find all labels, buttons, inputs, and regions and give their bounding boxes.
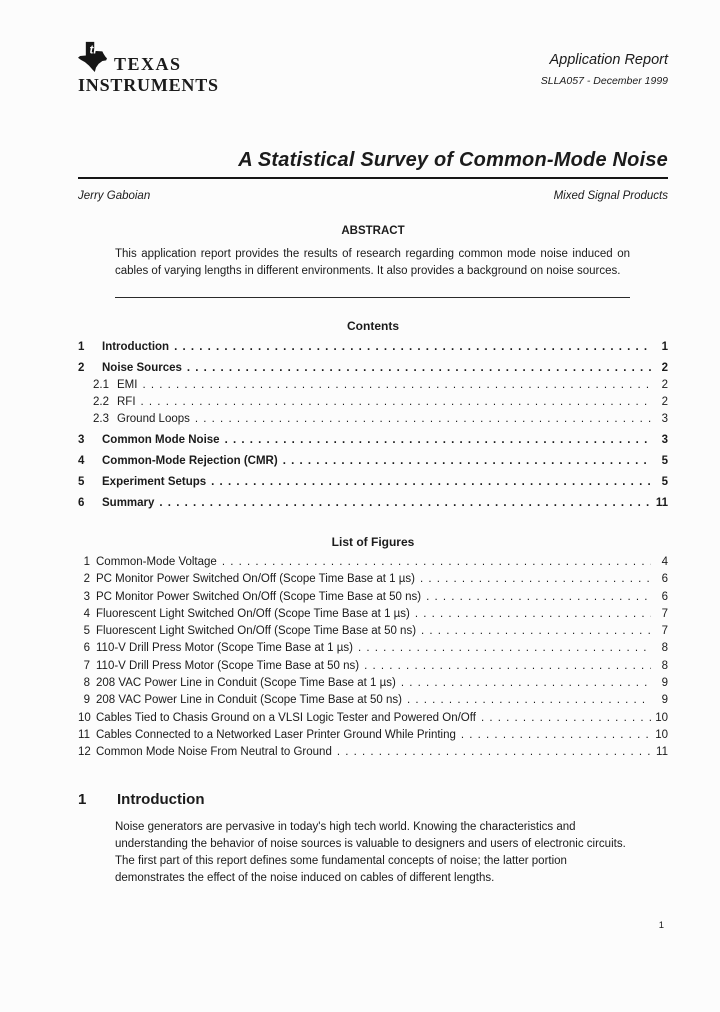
figure-label: 208 VAC Power Line in Conduit (Scope Time Base at 50 ns) [96,694,402,707]
figure-number: 4 [83,607,90,620]
report-id: SLLA057 - December 1999 [540,75,668,87]
figure-page: 10 [655,711,668,724]
dot-leader [415,608,651,620]
dot-leader [421,625,651,637]
toc-entry-page: 3 [661,413,668,425]
figure-page: 9 [661,677,668,690]
figure-number: 6 [83,642,90,655]
ti-logo [78,40,219,94]
toc-entry-number: 2 [78,362,85,374]
toc-entry-label: RFI [117,396,136,408]
toc-entry-page: 2 [661,379,668,391]
page-number: 1 [658,920,664,931]
figure-page: 4 [661,556,668,568]
texas-map-ti-icon [78,40,107,75]
figure-number: 9 [83,694,90,707]
toc-entry [78,476,668,493]
toc-entry [78,497,668,514]
dot-leader [481,712,651,724]
dot-leader [420,573,651,585]
figure-entry [78,625,668,642]
toc-entry-page: 3 [661,434,668,446]
figure-page: 9 [661,694,668,707]
figure-number: 7 [83,659,90,672]
author: Jerry Gaboian [78,190,151,202]
figure-entry [78,556,668,573]
dot-leader [407,694,651,706]
toc-entry-page: 5 [661,476,668,488]
dot-leader [225,434,651,446]
section-title: Introduction [117,790,205,808]
toc-entry [78,379,668,396]
report-info [541,40,668,87]
figure-label: 110-V Drill Press Motor (Scope Time Base at 1 µs) [96,642,353,655]
toc-entry-label: Introduction [102,341,170,353]
division: Mixed Signal Products [553,190,668,202]
toc-entry-label: EMI [117,379,138,391]
figure-entry [78,591,668,608]
figure-number: 8 [83,677,90,690]
toc-entry [78,455,668,472]
figure-page: 8 [661,659,668,672]
dot-leader [159,497,651,509]
contents-heading: Contents [347,319,399,333]
dot-leader [283,455,651,467]
figure-entry [78,694,668,711]
toc-entry-number: 2.3 [93,413,109,425]
figure-label: Fluorescent Light Switched On/Off (Scope Time Base at 1 µs) [96,607,410,620]
title-rule [78,177,668,179]
figure-number: 5 [83,625,90,638]
dot-leader [337,746,651,758]
toc-entry [78,362,668,379]
logo-word-texas: TEXAS [114,54,182,74]
toc-entry-label: Common-Mode Rejection (CMR) [102,455,278,467]
figure-entry [78,712,668,729]
figure-label: Cables Tied to Chasis Ground on a VLSI Logic Tester and Powered On/Off [96,711,476,724]
figure-page: 6 [661,573,668,586]
dot-leader [222,556,651,568]
figure-number: 3 [83,590,90,603]
report-type: Application Report [549,52,668,68]
dot-leader [195,413,651,425]
figures-heading: List of Figures [331,535,415,549]
figure-number: 10 [78,711,91,724]
abstract-heading: ABSTRACT [341,225,405,237]
dot-leader [141,396,651,408]
toc-entry-label: Noise Sources [102,362,182,374]
toc-entry-page: 2 [661,396,668,408]
figure-page: 6 [661,590,668,603]
dot-leader [364,660,651,672]
toc-entry-label: Common Mode Noise [102,434,220,446]
figure-label: 208 VAC Power Line in Conduit (Scope Time Base at 1 µs) [96,677,396,690]
toc-entry [78,396,668,413]
figure-page: 8 [661,642,668,655]
toc-entry-number: 2.1 [93,379,109,391]
table-of-contents [78,341,668,514]
figure-number: 2 [83,573,90,586]
figure-number: 1 [83,556,90,568]
toc-entry-page: 1 [661,341,668,353]
dot-leader [187,362,651,374]
dot-leader [461,729,651,741]
document-title: A Statistical Survey of Common-Mode Noise [238,149,668,171]
toc-entry-page: 5 [661,455,668,467]
figure-entry [78,608,668,625]
figure-number: 12 [78,746,91,759]
dot-leader [401,677,651,689]
toc-entry-number: 5 [78,476,85,488]
figure-page: 7 [661,625,668,638]
logo-word-instruments: INSTRUMENTS [78,75,219,95]
toc-entry [78,434,668,451]
figure-label: PC Monitor Power Switched On/Off (Scope Time Base at 50 ns) [96,590,422,603]
list-of-figures [78,556,668,764]
figure-entry [78,677,668,694]
figure-label: 110-V Drill Press Motor (Scope Time Base at 50 ns) [96,659,360,672]
abstract-rule [115,297,630,298]
figure-entry [78,660,668,677]
toc-entry-number: 4 [78,455,85,467]
figure-number: 11 [78,728,90,741]
figure-page: 11 [656,746,668,759]
toc-entry-label: Experiment Setups [102,476,207,488]
toc-entry-number: 1 [78,341,85,353]
dot-leader [174,341,651,353]
toc-entry-page: 11 [655,497,668,509]
figure-label: PC Monitor Power Switched On/Off (Scope Time Base at 1 µs) [96,573,415,586]
toc-entry-label: Ground Loops [117,413,190,425]
toc-entry [78,341,668,358]
section-body: Noise generators are pervasive in today's high tech world. Knowing the characteristics and understanding the behavior of noise sources is valuable to designers and users of electronic circuits. The first part of this report defines some fundamental concepts of noise; the latter portion demonstrates the effect of the noise induced on cables of different lengths. [115,820,626,884]
toc-entry-label: Summary [102,497,155,509]
byline [78,190,668,202]
figure-entry [78,573,668,590]
figure-label: Common-Mode Voltage [96,556,217,568]
dot-leader [426,591,651,603]
figure-page: 10 [655,728,668,741]
toc-entry-number: 6 [78,497,85,509]
dot-leader [211,476,651,488]
section-number: 1 [78,790,87,808]
toc-entry-number: 3 [78,434,85,446]
dot-leader [142,379,651,391]
figure-label: Cables Connected to a Networked Laser Printer Ground While Printing [96,728,456,741]
abstract-body: This application report provides the results of research regarding common mode noise induced on cables of varying lengths in different environments. It also provides a background on noise sources. [115,248,630,277]
figure-entry [78,729,668,746]
section-heading [78,791,668,808]
figure-label: Fluorescent Light Switched On/Off (Scope Time Base at 50 ns) [96,625,417,638]
figure-label: Common Mode Noise From Neutral to Ground [96,746,332,759]
ti-monogram: ti [89,43,97,57]
toc-entry-number: 2.2 [93,396,109,408]
dot-leader [358,642,651,654]
figure-entry [78,642,668,659]
figure-entry [78,746,668,763]
page-header [78,40,668,94]
figure-page: 7 [661,607,668,620]
toc-entry-page: 2 [661,362,668,374]
toc-entry [78,413,668,430]
